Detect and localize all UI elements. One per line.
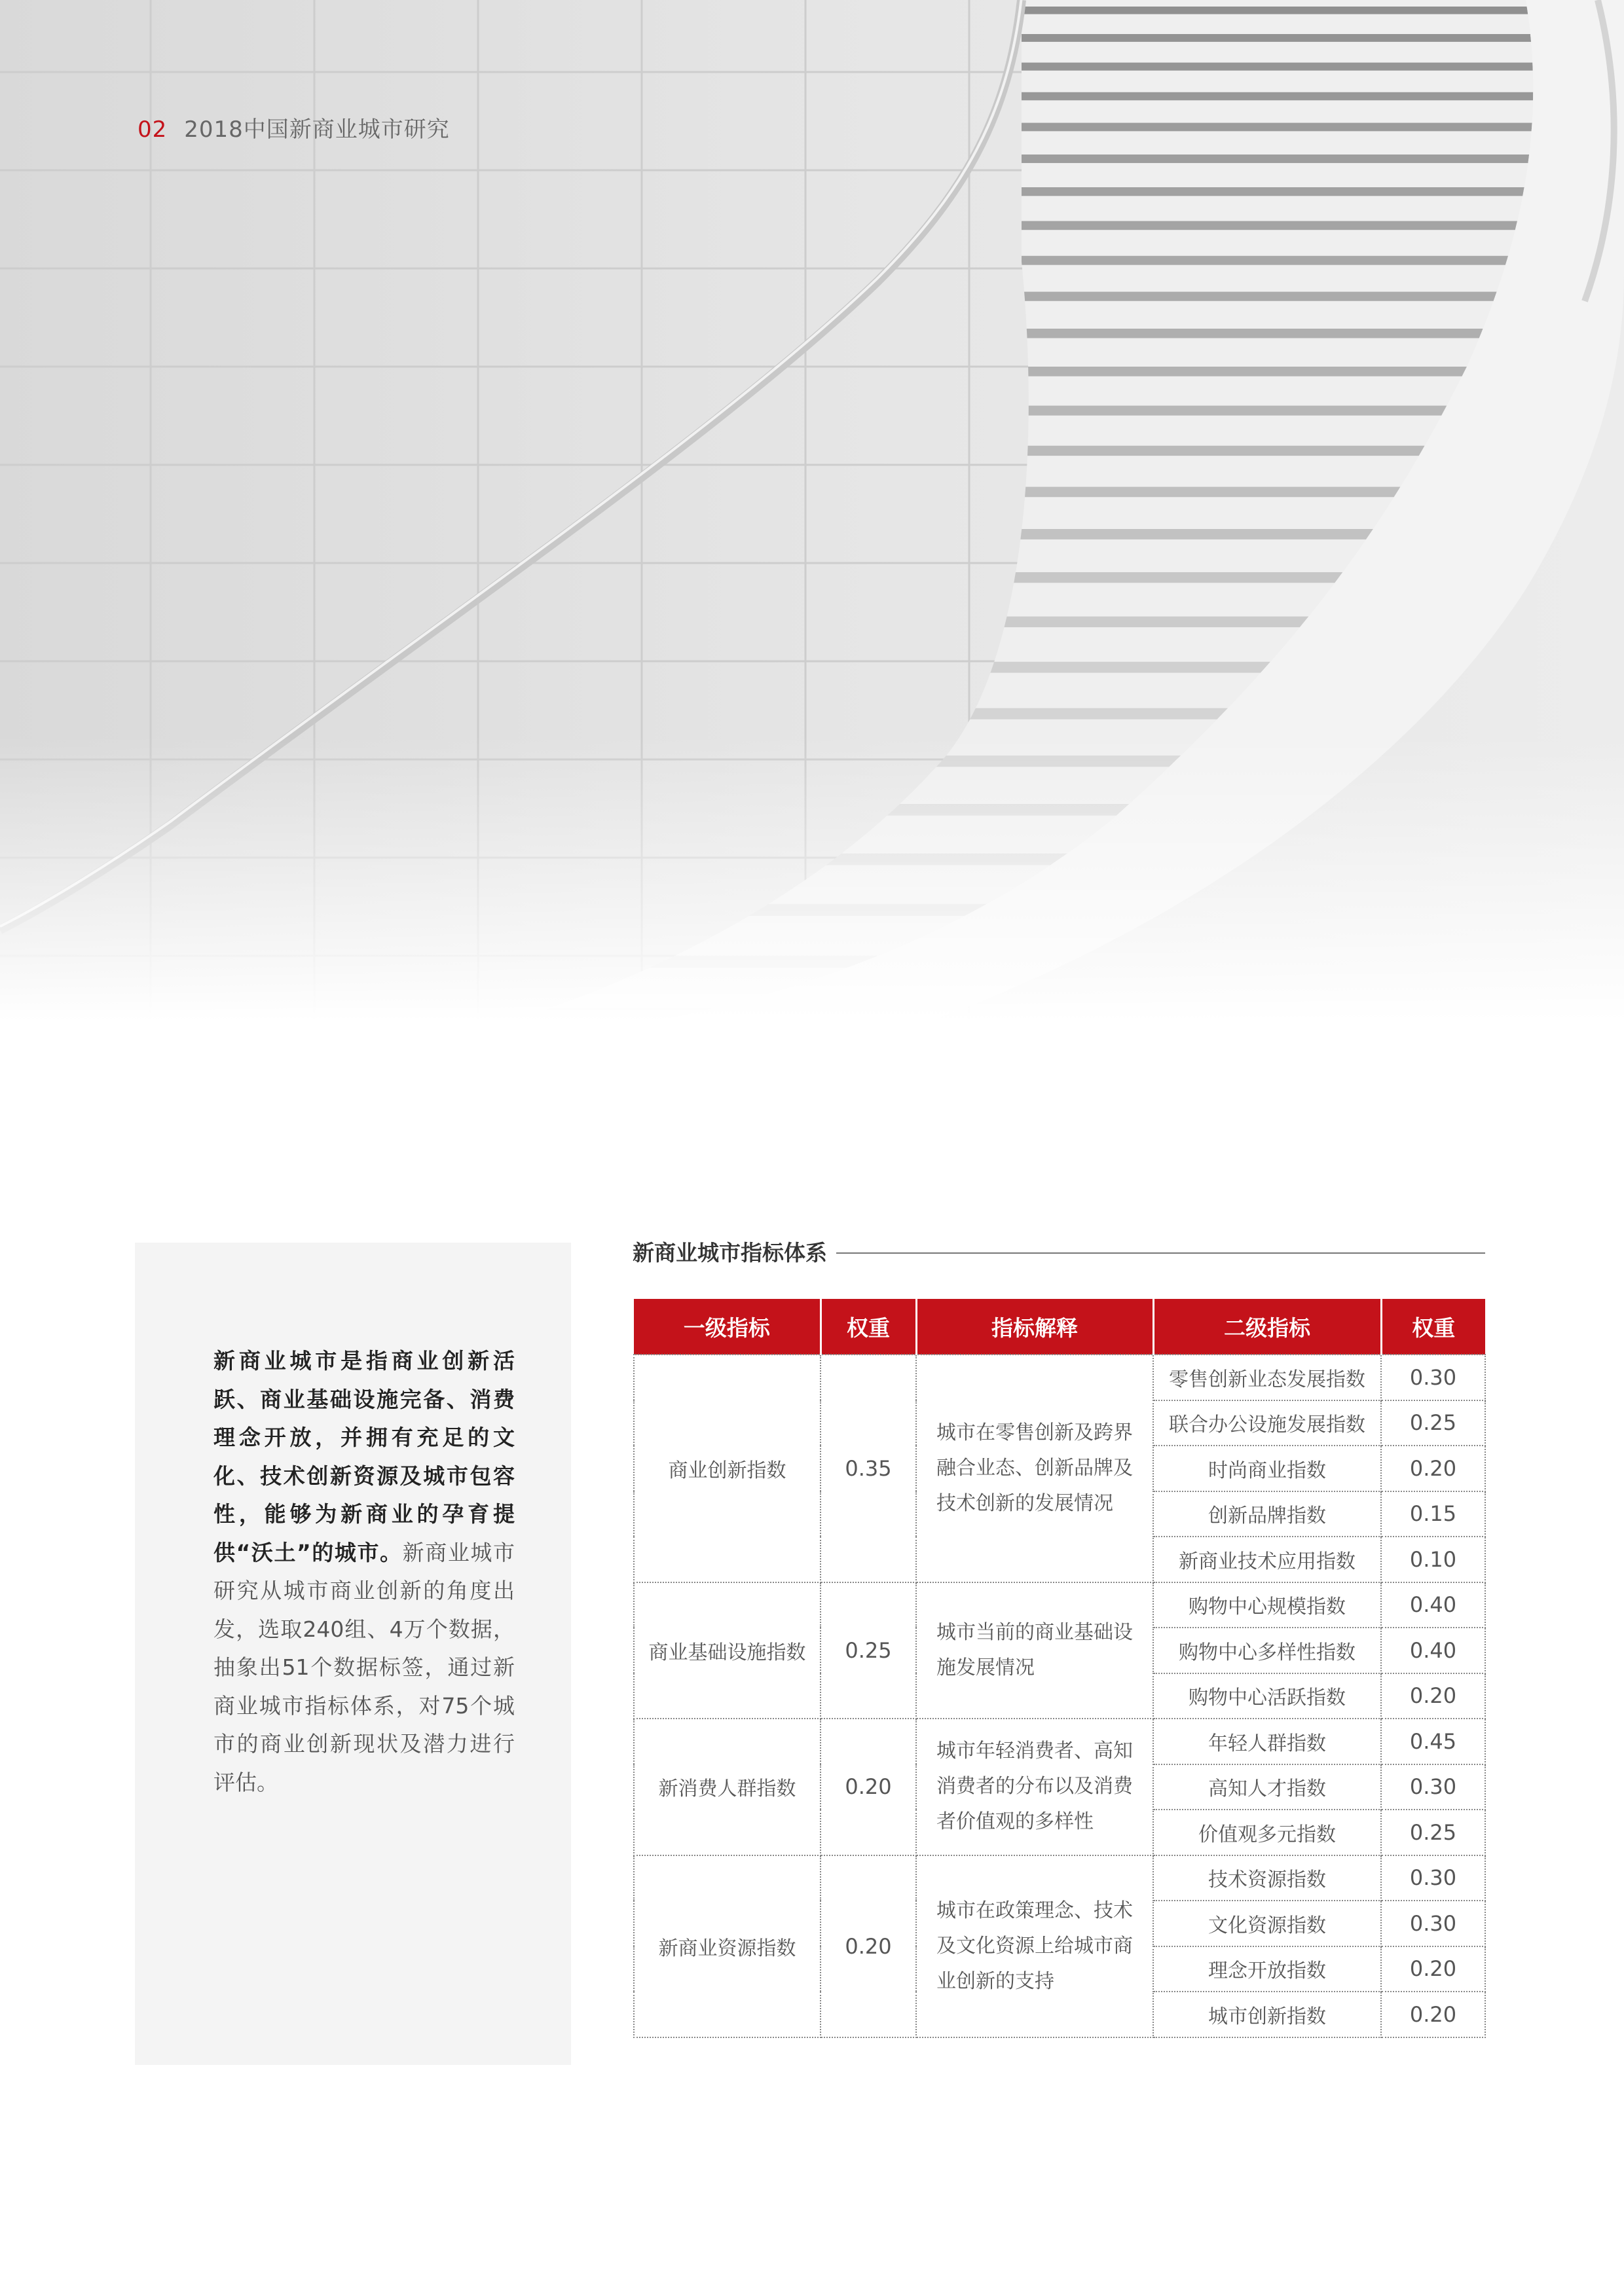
secondary-weight: 0.15 <box>1381 1491 1485 1537</box>
secondary-weight: 0.25 <box>1381 1810 1485 1855</box>
secondary-weight: 0.30 <box>1381 1901 1485 1946</box>
secondary-indicator: 购物中心活跃指数 <box>1153 1673 1381 1719</box>
indicator-table <box>633 1299 1486 2038</box>
secondary-indicator: 理念开放指数 <box>1153 1946 1381 1992</box>
secondary-weight: 0.20 <box>1381 1446 1485 1491</box>
secondary-weight: 0.40 <box>1381 1628 1485 1673</box>
header-cell: 二级指标 <box>1153 1299 1381 1355</box>
primary-weight: 0.20 <box>821 1855 916 2037</box>
secondary-indicator: 购物中心多样性指数 <box>1153 1628 1381 1673</box>
table-row <box>634 1719 1485 1764</box>
secondary-weight: 0.10 <box>1381 1537 1485 1582</box>
summary-paragraph <box>213 1342 515 1802</box>
running-header <box>138 111 450 143</box>
report-title: 2018中国新商业城市研究 <box>184 117 450 143</box>
table-title: 新商业城市指标体系 <box>633 1236 836 1267</box>
secondary-weight: 0.20 <box>1381 1992 1485 2037</box>
secondary-indicator: 时尚商业指数 <box>1153 1446 1381 1491</box>
primary-weight: 0.35 <box>821 1355 916 1582</box>
primary-weight: 0.20 <box>821 1719 916 1855</box>
table-row <box>634 1355 1485 1400</box>
secondary-indicator: 购物中心规模指数 <box>1153 1582 1381 1628</box>
photo-fade <box>0 0 1624 1021</box>
secondary-indicator: 价值观多元指数 <box>1153 1810 1381 1855</box>
summary-definition: 新商业城市是指商业创新活跃、商业基础设施完备、消费理念开放，并拥有充足的文化、技术创新资源及城市包容性，能够为新商业的孕育提供“沃土”的城市。 <box>213 1348 515 1565</box>
staircase-illustration <box>0 0 1624 1021</box>
secondary-indicator: 新商业技术应用指数 <box>1153 1537 1381 1582</box>
summary-body: 新商业城市研究从城市商业创新的角度出发，选取240组、4万个数据，抽象出51个数据标签，通过新商业城市指标体系，对75个城市的商业创新现状及潜力进行评估。 <box>213 1539 515 1795</box>
indicator-explanation: 城市当前的商业基础设施发展情况 <box>916 1582 1153 1719</box>
indicator-explanation: 城市年轻消费者、高知消费者的分布以及消费者价值观的多样性 <box>916 1719 1153 1855</box>
secondary-weight: 0.30 <box>1381 1855 1485 1901</box>
table-row <box>634 1855 1485 1901</box>
secondary-indicator: 文化资源指数 <box>1153 1901 1381 1946</box>
indicator-explanation: 城市在政策理念、技术及文化资源上给城市商业创新的支持 <box>916 1855 1153 2037</box>
secondary-indicator: 联合办公设施发展指数 <box>1153 1400 1381 1446</box>
table-title-row <box>633 1236 1485 1269</box>
header-cell: 权重 <box>821 1299 916 1355</box>
secondary-indicator: 创新品牌指数 <box>1153 1491 1381 1537</box>
primary-indicator: 商业基础设施指数 <box>634 1582 821 1719</box>
primary-indicator: 新消费人群指数 <box>634 1719 821 1855</box>
header-cell: 指标解释 <box>916 1299 1153 1355</box>
page-number: 02 <box>138 117 168 143</box>
table-header-row <box>634 1299 1485 1355</box>
header-cell: 一级指标 <box>634 1299 821 1355</box>
table-row <box>634 1582 1485 1628</box>
primary-indicator: 新商业资源指数 <box>634 1855 821 2037</box>
secondary-weight: 0.30 <box>1381 1764 1485 1810</box>
secondary-weight: 0.45 <box>1381 1719 1485 1764</box>
indicator-explanation: 城市在零售创新及跨界融合业态、创新品牌及技术创新的发展情况 <box>916 1355 1153 1582</box>
secondary-weight: 0.40 <box>1381 1582 1485 1628</box>
summary-panel <box>135 1243 571 2065</box>
primary-indicator: 商业创新指数 <box>634 1355 821 1582</box>
secondary-weight: 0.20 <box>1381 1673 1485 1719</box>
header-cell: 权重 <box>1381 1299 1485 1355</box>
secondary-indicator: 年轻人群指数 <box>1153 1719 1381 1764</box>
secondary-indicator: 高知人才指数 <box>1153 1764 1381 1810</box>
secondary-weight: 0.30 <box>1381 1355 1485 1400</box>
hero-staircase-photo <box>0 0 1624 1021</box>
secondary-indicator: 城市创新指数 <box>1153 1992 1381 2037</box>
secondary-indicator: 零售创新业态发展指数 <box>1153 1355 1381 1400</box>
secondary-weight: 0.20 <box>1381 1946 1485 1992</box>
secondary-weight: 0.25 <box>1381 1400 1485 1446</box>
secondary-indicator: 技术资源指数 <box>1153 1855 1381 1901</box>
primary-weight: 0.25 <box>821 1582 916 1719</box>
